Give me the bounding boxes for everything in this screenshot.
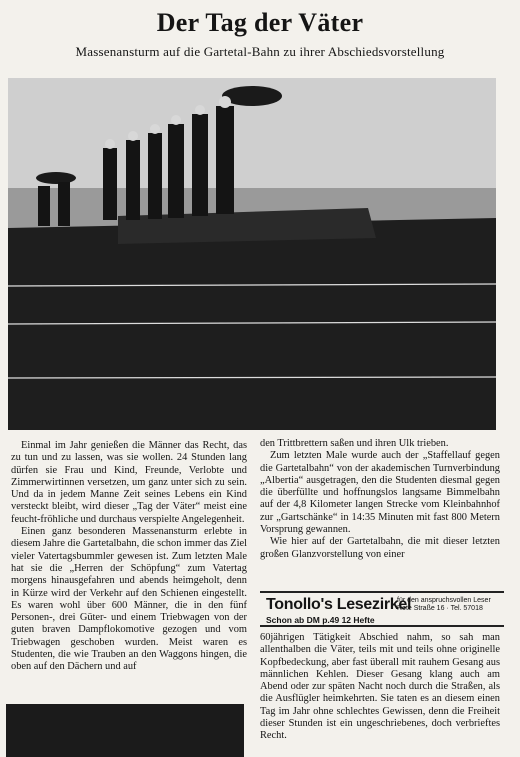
headline: Der Tag der Väter [156, 8, 364, 37]
paragraph: Einmal im Jahr genießen die Männer das Recht, das zu tun und zu lassen, was sie wollen. 24 Stunden lang dürfen sie Frau und Kind, Freunde, Verlobte und Zimmerwirtinnen versetzen, um ganz unter sich zu sein. Und da in jedem Manne Zeit seines Lebens ein Kind versteckt bleibt, wird dieser „Tag der Väter“ meist eine feucht-fröhliche und durchaus verspielte Angelegenheit. [11, 440, 247, 525]
bottom-photo [6, 704, 244, 757]
paragraph: den Trittbrettern saßen und ihren Ulk trieben. [260, 438, 449, 449]
left-column [11, 440, 247, 674]
right-column-top [260, 438, 500, 561]
paragraph: Wie hier auf der Gartetalbahn, die mit dieser letzten großen Glanzvorstellung von einer [260, 536, 500, 560]
paragraph: 60jährigen Tätigkeit Abschied nahm, so sah man allenthalben die Väter, teils mit und teils ohne originelle Kopfbedeckung, aber fast überall mit rauhem Gesang aus männlichen Kehlen. Dieser Gesang klang auch am Abend oder zur späten Nacht noch durch die Straßen, als die Ausflügler heimkehrten. Sie taten es an diesem einen Tag im Jahr ohne schlechtes Gewissen, denn die Freiheit dieser Stunden ist ein ungeschriebenes, doch verbrieftes Recht. [260, 632, 500, 742]
ad-address: Rote Straße 16 · Tel. 57018 [397, 605, 483, 612]
right-column-bottom [260, 632, 500, 743]
ad-brand: Tonollo's Lesezirkel [266, 596, 412, 613]
advertisement [260, 591, 504, 627]
ad-tagline: für den anspruchsvollen Leser [397, 597, 491, 604]
subheadline: Massenansturm auf die Gartetal-Bahn zu ihrer Abschiedsvorstellung [75, 44, 445, 59]
paragraph: Einen ganz besonderen Massenansturm erlebte in diesem Jahre die Gartetalbahn, die schon immer das Ziel vieler Vatertagsbummler gewesen ist. Zum letzten Male hat sie die „Herren der Schöpfung“ zum Vatertag morgens hinausgefahren und abends heimgeholt, denn in Kürze wird der Verkehr auf den Schienen eingestellt. Es waren wohl über 600 Männer, die in den fünf Personen-, drei Güter- und einem Triebwagen von der guten braven Dampflokomotive gezogen und vom Triebwagen geschoben wurden. Meist waren es Studenten, die wie Trauben an den Waggons hingen, die oben auf den Dächern und auf [11, 526, 247, 673]
paragraph: Zum letzten Male wurde auch der „Staffellauf gegen die Gartetalbahn“ von der akademischen Turnverbindung „Albertia“ ausgetragen, den die Studenten diesmal gegen die überfüllte und hoffnungslos langsame Bimmelbahn auf der 4,8 Kilometer langen Strecke vom Kleinbahnhof zur „Gartschänke“ in 14:35 Minuten mit fast 800 Metern Vorsprung gewannen. [260, 450, 500, 536]
news-photo [8, 78, 496, 430]
ad-price: Schon ab DM p.49 12 Hefte [266, 615, 375, 625]
